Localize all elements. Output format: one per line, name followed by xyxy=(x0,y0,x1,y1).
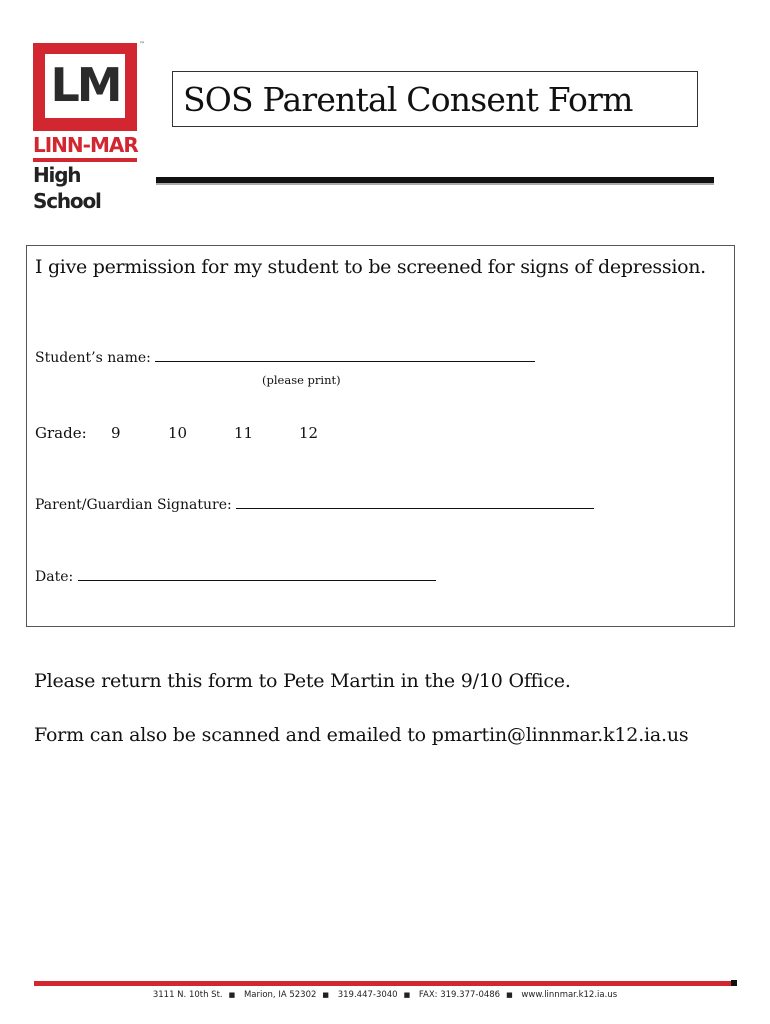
signature-label: Parent/Guardian Signature: xyxy=(35,497,232,513)
permission-statement: I give permission for my student to be screened for signs of depression. xyxy=(35,256,706,278)
title-box xyxy=(172,71,698,127)
logo-subtitle: High School xyxy=(33,163,101,213)
student-name-label: Student’s name: xyxy=(35,350,151,366)
grade-option-12[interactable]: 12 xyxy=(299,424,319,442)
student-name-hint: (please print) xyxy=(262,373,341,387)
logo-mark: LM ™ xyxy=(33,43,137,131)
email-instruction: Form can also be scanned and emailed to pmartin@linnmar.k12.ia.us xyxy=(34,724,689,746)
footer-phone: 319.447-3040 xyxy=(337,990,398,1000)
form-title: SOS Parental Consent Form xyxy=(183,80,633,119)
signature-line[interactable] xyxy=(236,496,594,509)
footer-fax: FAX: 319.377-0486 xyxy=(418,990,501,1000)
footer-city: Marion, IA 52302 xyxy=(243,990,317,1000)
footer-address: 3111 N. 10th St. xyxy=(152,990,223,1000)
date-line[interactable] xyxy=(78,568,436,581)
grade-label: Grade: xyxy=(35,424,87,442)
signature-field[interactable] xyxy=(35,496,594,513)
title-divider xyxy=(156,177,714,183)
footer-divider xyxy=(34,981,731,986)
date-field[interactable] xyxy=(35,568,436,585)
return-instruction: Please return this form to Pete Martin in the 9/10 Office. xyxy=(34,670,571,692)
logo-name: LINN-MAR xyxy=(33,133,138,157)
student-name-field[interactable] xyxy=(35,349,535,366)
footer-divider-end xyxy=(731,980,737,986)
school-logo xyxy=(33,41,145,214)
grade-option-10[interactable]: 10 xyxy=(168,424,188,442)
consent-section xyxy=(26,245,735,627)
logo-mark-text: LM xyxy=(50,58,120,112)
footer-website[interactable]: www.linnmar.k12.ia.us xyxy=(521,990,618,1000)
footer-contact: 3111 N. 10th St. ■ Marion, IA 52302 ■ 319.447-3040 ■ FAX: 319.377-0486 ■ www.linnmar.k12.ia.us xyxy=(152,990,618,1000)
grade-option-11[interactable]: 11 xyxy=(234,424,254,442)
student-name-line[interactable] xyxy=(155,349,535,362)
date-label: Date: xyxy=(35,569,74,585)
grade-option-9[interactable]: 9 xyxy=(111,424,121,442)
